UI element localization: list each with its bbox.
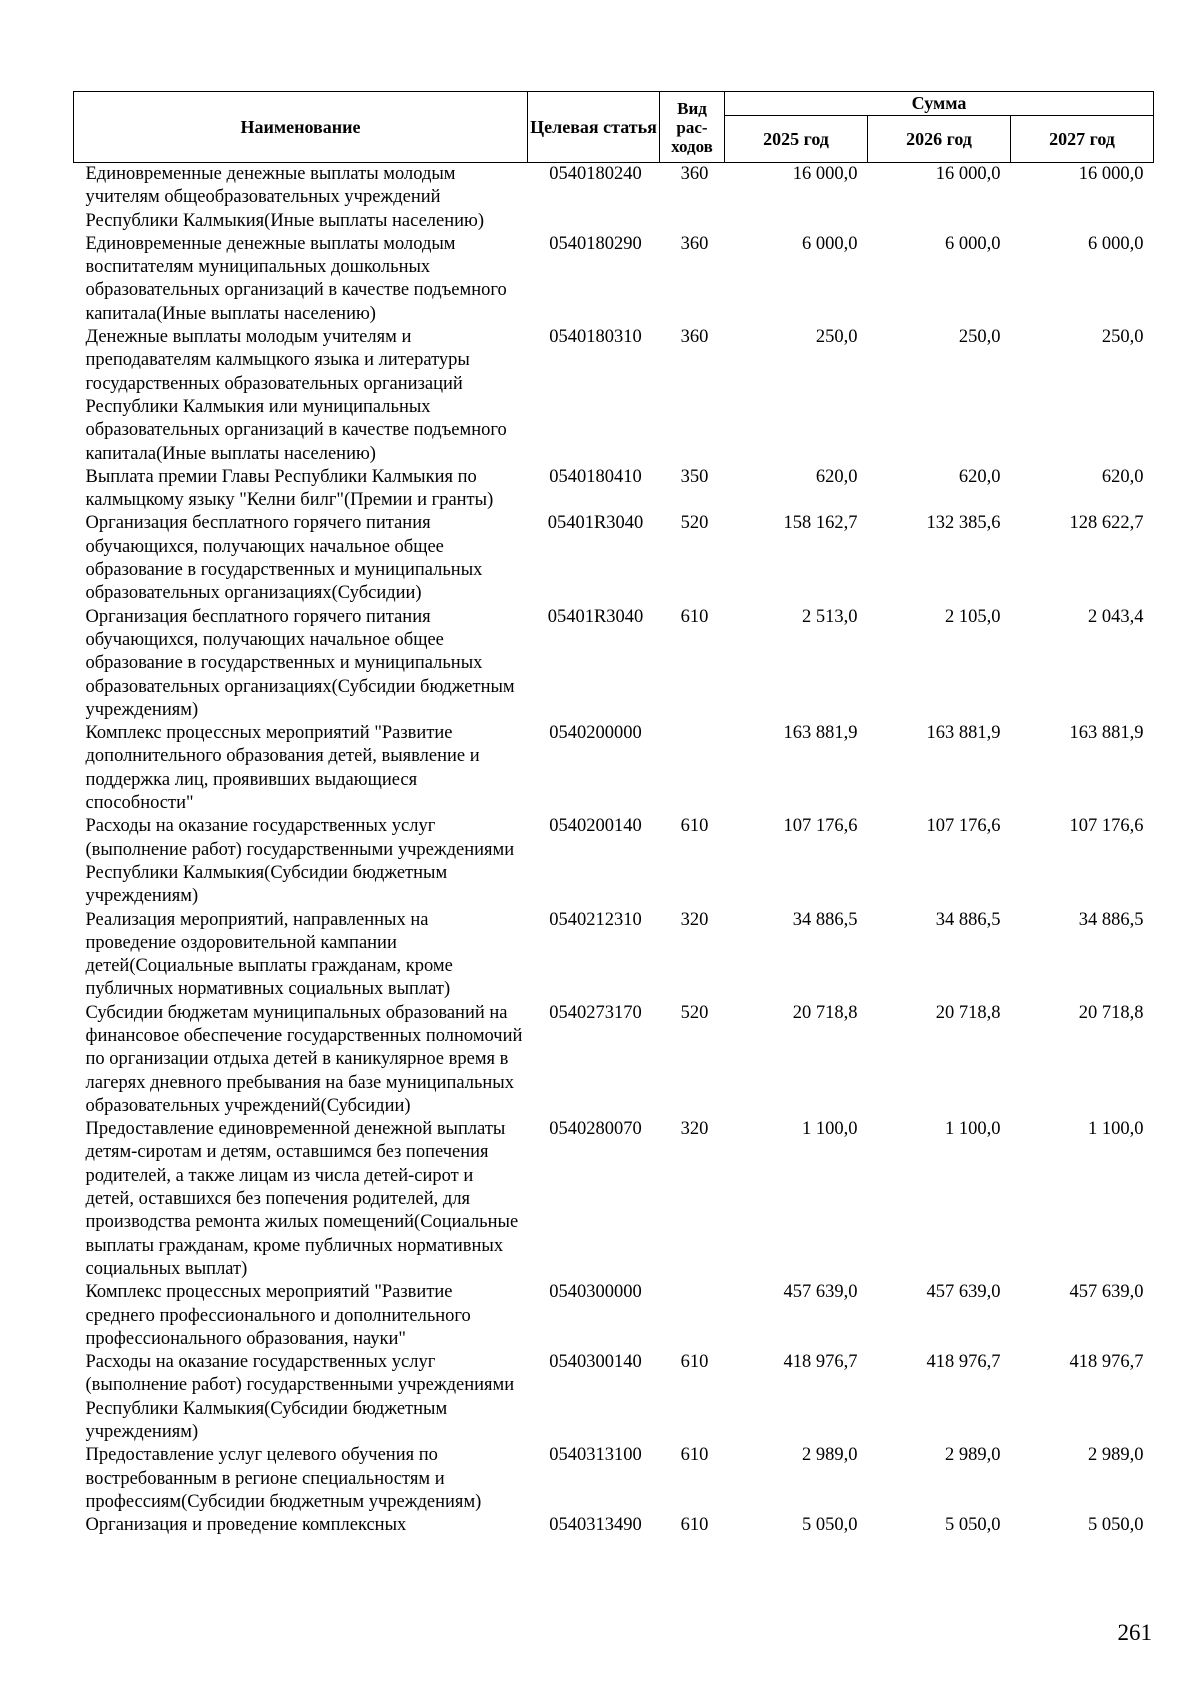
row-amount-2027: 16 000,0 — [1078, 164, 1144, 184]
row-amount-2026: 5 050,0 — [945, 1515, 1001, 1536]
header-kind: Вид рас-ходов — [660, 92, 725, 163]
row-amount-2025: 107 176,6 — [783, 816, 858, 837]
row-amount-2025: 250,0 — [815, 327, 858, 348]
header-year-2025: 2025 год — [725, 116, 868, 163]
table-row — [74, 163, 1154, 233]
row-code: 0540180240 — [549, 164, 642, 184]
row-amount-2027: 34 886,5 — [1078, 909, 1144, 930]
row-code: 05401R3040 — [547, 606, 644, 627]
row-amount-2027: 418 976,7 — [1069, 1352, 1144, 1373]
row-kind: 320 — [680, 1119, 709, 1140]
row-kind — [660, 1281, 725, 1351]
row-code: 0540280070 — [549, 1119, 642, 1140]
row-kind: 350 — [680, 466, 709, 487]
row-name: Реализация мероприятий, направленных на проведение оздоровительной кампании детей(Социальные выплаты гражданам, кроме публичных нормативных социальных выплат) — [85, 909, 453, 1000]
row-name: Предоставление единовременной денежной выплаты детям-сиротам и детям, оставшимся без попечения родителей, а также лицам из числа детей-сирот и детей, оставшихся без попечения родителей, для производства ремонта жилых помещений(Социальные выплаты гражданам, кроме публичных нормативных социальных выплат) — [85, 1119, 519, 1279]
row-amount-2027: 20 718,8 — [1078, 1002, 1144, 1023]
row-amount-2027: 2 043,4 — [1088, 606, 1144, 627]
table-row — [74, 233, 1154, 326]
row-kind: 520 — [680, 1002, 709, 1023]
row-amount-2027: 1 100,0 — [1088, 1119, 1144, 1140]
table-row — [74, 722, 1154, 815]
row-amount-2025: 6 000,0 — [802, 233, 858, 254]
table-row — [74, 1118, 1154, 1281]
row-amount-2025: 1 100,0 — [802, 1119, 858, 1140]
header-name: Наименование — [74, 92, 528, 163]
header-year-2027: 2027 год — [1011, 116, 1154, 163]
row-amount-2026: 132 385,6 — [926, 513, 1001, 534]
row-amount-2027: 107 176,6 — [1069, 816, 1144, 837]
row-amount-2025: 620,0 — [815, 466, 858, 487]
header-sum: Сумма — [725, 92, 1154, 116]
row-amount-2025: 158 162,7 — [783, 513, 858, 534]
row-name: Организация бесплатного горячего питания обучающихся, получающих начальное общее образование в государственных и муниципальных образовательных организациях(Субсидии) — [85, 513, 483, 604]
row-name: Единовременные денежные выплаты молодым учителям общеобразовательных учреждений Республики Калмыкия(Иные выплаты населению) — [85, 164, 485, 231]
row-amount-2025: 2 989,0 — [802, 1445, 858, 1466]
row-code: 0540212310 — [549, 909, 642, 930]
row-amount-2027: 5 050,0 — [1088, 1515, 1144, 1536]
row-name: Субсидии бюджетам муниципальных образований на финансовое обеспечение государственных полномочий по организации отдыха детей в каникулярное время в лагерях дневного пребывания на базе муниципальных образовательных учреждений(Субсидии) — [85, 1002, 523, 1116]
row-amount-2025: 20 718,8 — [792, 1002, 858, 1023]
row-code: 0540273170 — [549, 1002, 642, 1023]
row-name: Расходы на оказание государственных услуг (выполнение работ) государственными учреждениями Республики Калмыкия(Субсидии бюджетным учреждениям) — [85, 816, 515, 907]
row-name: Комплекс процессных мероприятий "Развитие среднего профессионального и дополнительного профессионального образования, науки" — [85, 1282, 471, 1349]
table-body — [74, 163, 1154, 1538]
row-amount-2026: 620,0 — [958, 466, 1001, 487]
row-amount-2026: 457 639,0 — [926, 1282, 1001, 1303]
row-amount-2026: 250,0 — [958, 327, 1001, 348]
header-year-2026: 2026 год — [868, 116, 1011, 163]
table-row — [74, 909, 1154, 1002]
row-amount-2027: 163 881,9 — [1069, 723, 1144, 744]
row-code: 0540313490 — [549, 1515, 642, 1536]
row-amount-2025: 418 976,7 — [783, 1352, 858, 1373]
row-amount-2026: 2 989,0 — [945, 1445, 1001, 1466]
row-name: Расходы на оказание государственных услуг (выполнение работ) государственными учреждениями Республики Калмыкия(Субсидии бюджетным учреждениям) — [85, 1352, 515, 1443]
row-kind: 610 — [680, 816, 709, 837]
row-amount-2026: 2 105,0 — [945, 606, 1001, 627]
row-amount-2026: 20 718,8 — [935, 1002, 1001, 1023]
row-kind: 610 — [680, 1352, 709, 1373]
row-kind: 320 — [680, 909, 709, 930]
row-kind: 610 — [680, 1445, 709, 1466]
row-code: 0540180290 — [549, 233, 642, 254]
row-code: 0540300000 — [549, 1282, 642, 1303]
table-row — [74, 1002, 1154, 1118]
row-amount-2026: 1 100,0 — [945, 1119, 1001, 1140]
budget-table — [73, 91, 1154, 1538]
row-code: 0540200140 — [549, 816, 642, 837]
row-kind: 610 — [680, 606, 709, 627]
table-row — [74, 466, 1154, 513]
table-row — [74, 606, 1154, 722]
row-amount-2025: 2 513,0 — [802, 606, 858, 627]
row-code: 0540200000 — [549, 723, 642, 744]
row-kind: 360 — [680, 233, 709, 254]
row-code: 0540300140 — [549, 1352, 642, 1373]
table-row — [74, 326, 1154, 466]
row-name: Единовременные денежные выплаты молодым воспитателям муниципальных дошкольных образовательных организаций в качестве подъемного капитала(Иные выплаты населению) — [85, 233, 507, 324]
row-amount-2026: 107 176,6 — [926, 816, 1001, 837]
row-amount-2026: 6 000,0 — [945, 233, 1001, 254]
row-name: Выплата премии Главы Республики Калмыкия по калмыцкому языку "Келни билг"(Премии и гранты) — [85, 466, 494, 511]
row-amount-2027: 6 000,0 — [1088, 233, 1144, 254]
row-code: 0540180410 — [549, 466, 642, 487]
row-amount-2026: 418 976,7 — [926, 1352, 1001, 1373]
row-kind: 610 — [680, 1515, 709, 1536]
row-amount-2027: 457 639,0 — [1069, 1282, 1144, 1303]
row-name: Комплекс процессных мероприятий "Развитие дополнительного образования детей, выявление и поддержка лиц, проявивших выдающиеся способности" — [85, 723, 480, 814]
table-row — [74, 1444, 1154, 1514]
row-code: 0540180310 — [549, 327, 642, 348]
row-amount-2027: 250,0 — [1101, 327, 1144, 348]
row-kind — [660, 722, 725, 815]
table-header — [74, 92, 1154, 163]
row-amount-2027: 620,0 — [1101, 466, 1144, 487]
header-code: Целевая статья — [528, 92, 660, 163]
row-amount-2025: 457 639,0 — [783, 1282, 858, 1303]
row-amount-2027: 2 989,0 — [1088, 1445, 1144, 1466]
row-amount-2025: 5 050,0 — [802, 1515, 858, 1536]
table-row — [74, 1281, 1154, 1351]
row-code: 05401R3040 — [547, 513, 644, 534]
row-name: Предоставление услуг целевого обучения по востребованным в регионе специальностям и профессиям(Субсидии бюджетным учреждениям) — [85, 1445, 482, 1512]
table-row — [74, 1351, 1154, 1444]
row-amount-2026: 163 881,9 — [926, 723, 1001, 744]
table-row — [74, 512, 1154, 605]
row-amount-2026: 16 000,0 — [935, 164, 1001, 184]
table-row — [74, 1514, 1154, 1537]
row-amount-2026: 34 886,5 — [935, 909, 1001, 930]
row-name: Денежные выплаты молодым учителям и преподавателям калмыцкого языка и литературы государственных образовательных организаций Республики Калмыкия или муниципальных образовательных организаций в качестве подъемного капитала(Иные выплаты населению) — [85, 327, 507, 464]
row-kind: 360 — [680, 164, 709, 184]
page-number: 261 — [1117, 1620, 1152, 1645]
row-kind: 360 — [680, 327, 709, 348]
table-row — [74, 815, 1154, 908]
row-amount-2025: 163 881,9 — [783, 723, 858, 744]
row-amount-2027: 128 622,7 — [1069, 513, 1144, 534]
row-amount-2025: 34 886,5 — [792, 909, 858, 930]
row-code: 0540313100 — [549, 1445, 642, 1466]
row-name: Организация и проведение комплексных — [85, 1515, 407, 1536]
row-name: Организация бесплатного горячего питания обучающихся, получающих начальное общее образование в государственных и муниципальных образовательных организациях(Субсидии бюджетным учреждениям) — [85, 606, 515, 720]
row-kind: 520 — [680, 513, 709, 534]
row-amount-2025: 16 000,0 — [792, 164, 858, 184]
